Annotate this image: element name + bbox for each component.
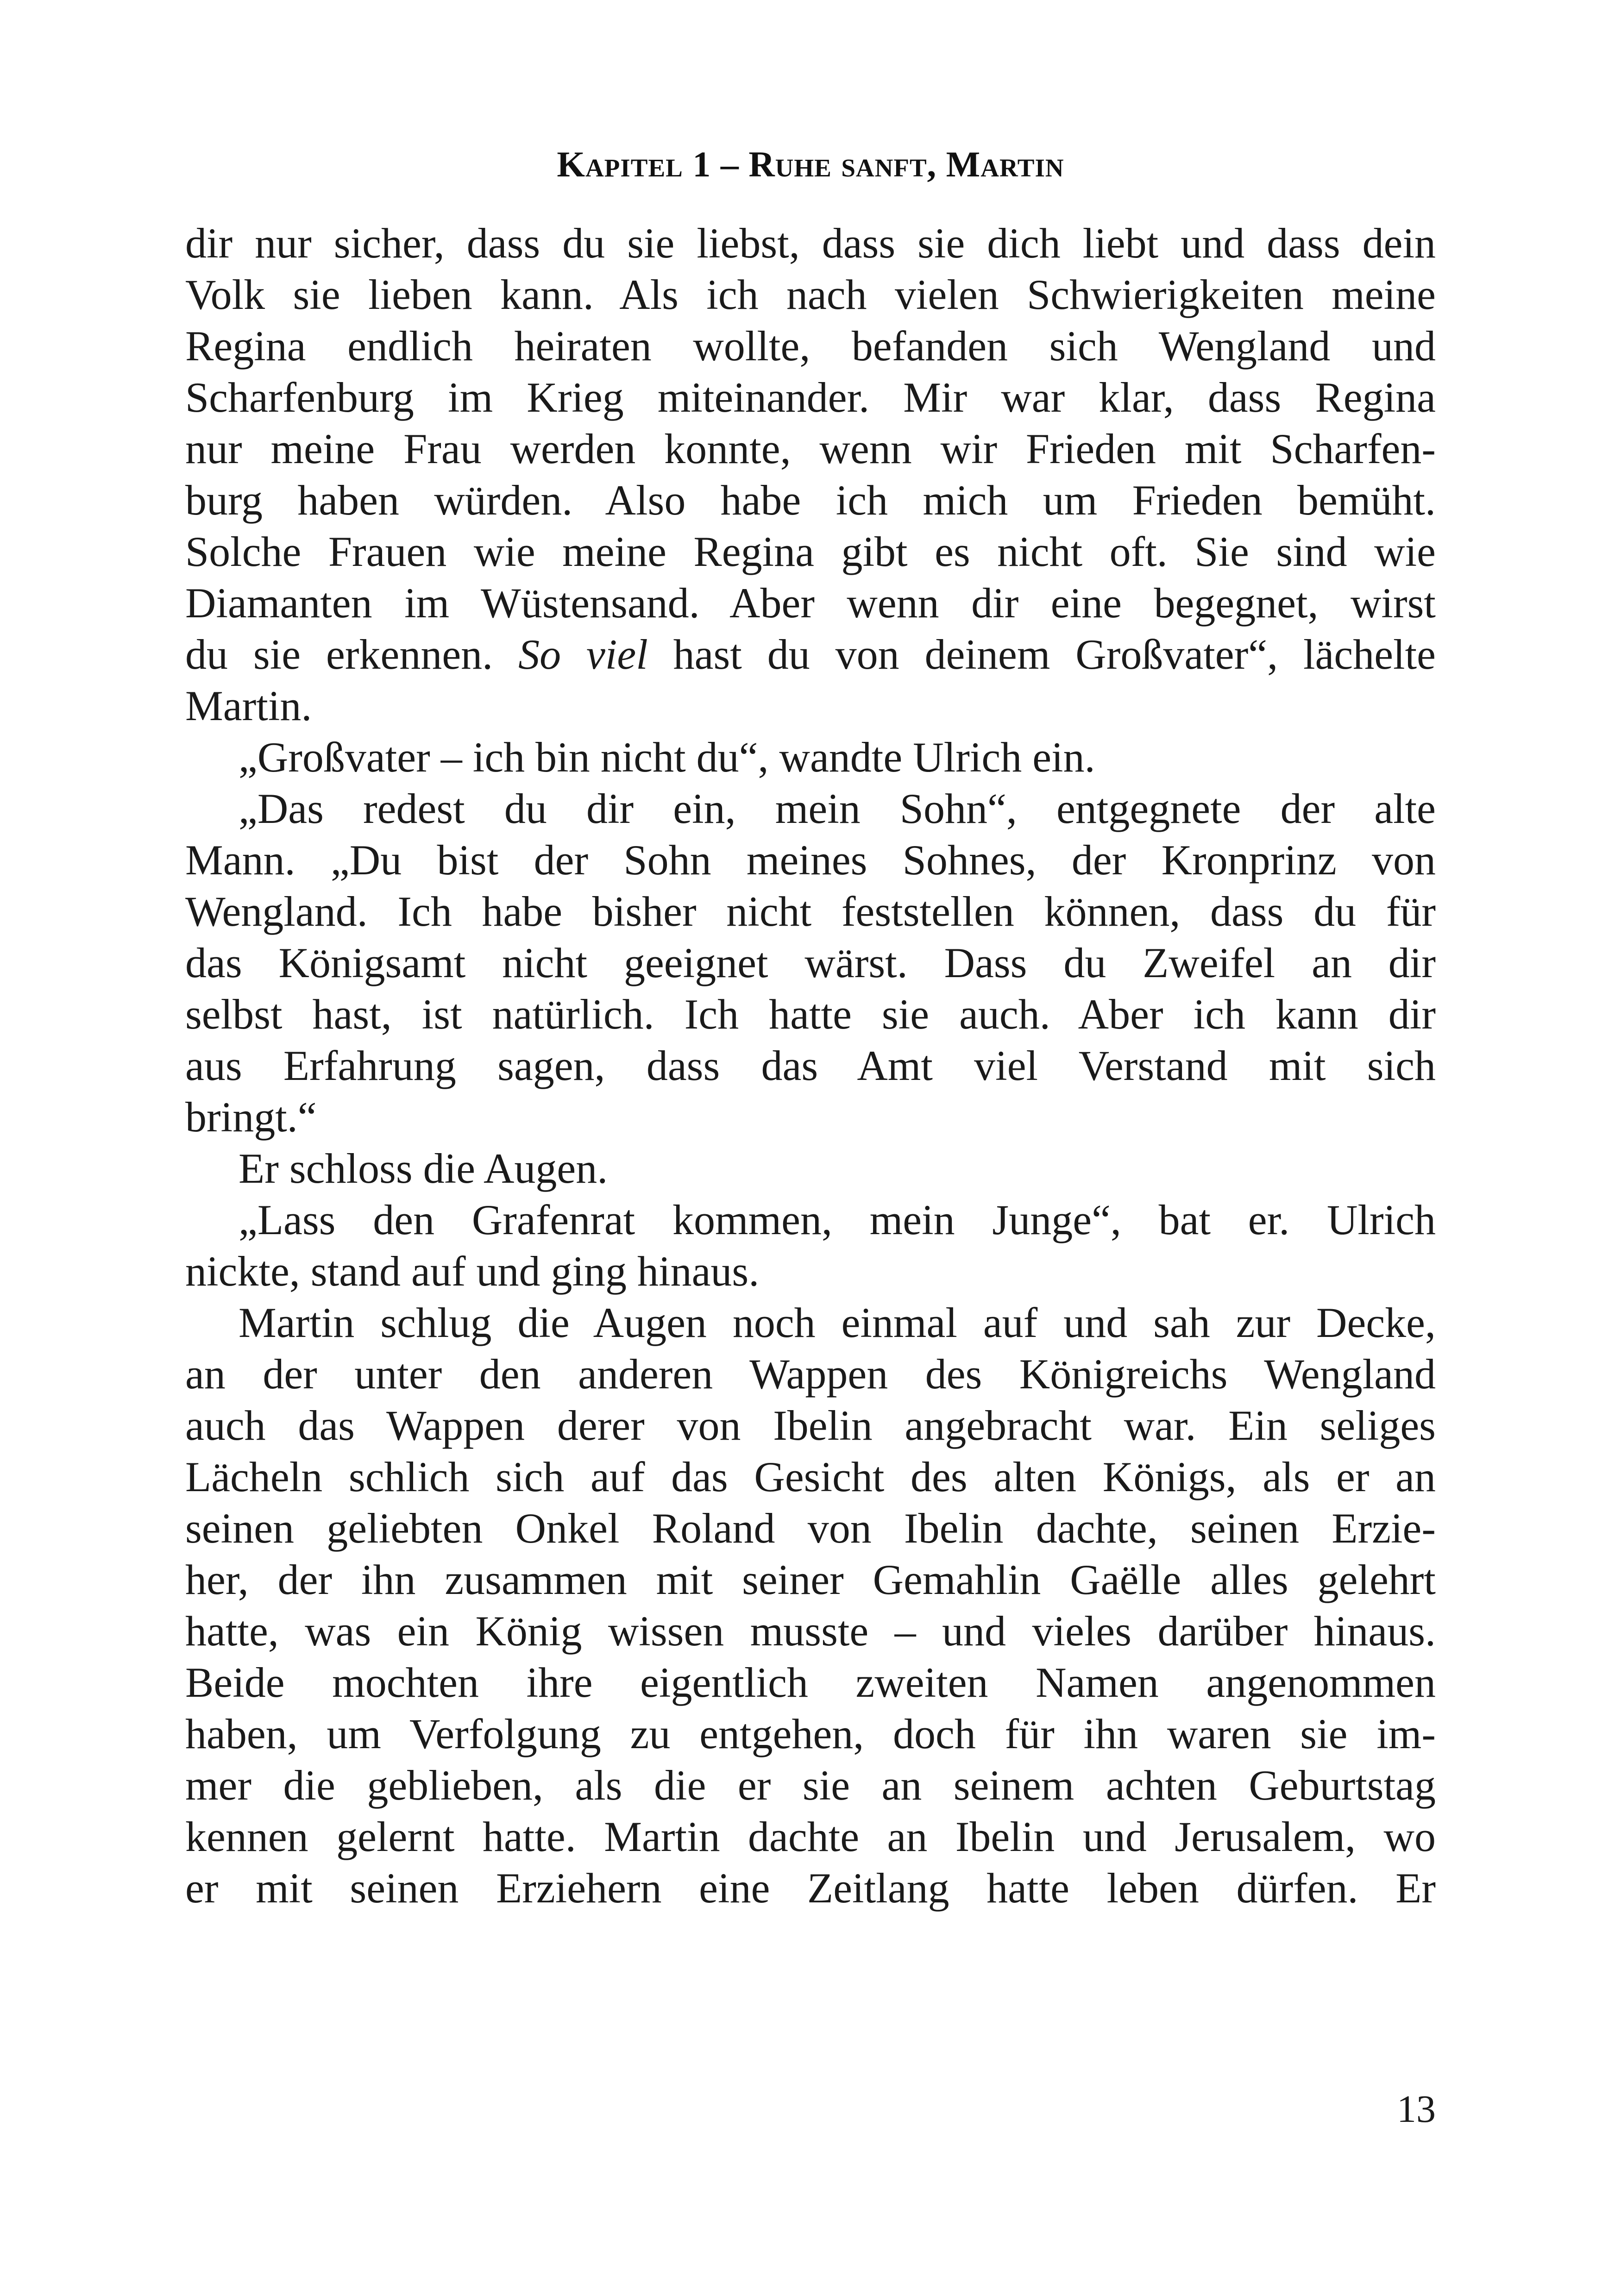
- text-line: [185, 629, 1436, 680]
- text-line: Diamanten im Wüstensand. Aber wenn dir eine begegnet, wirst: [185, 579, 1436, 627]
- text-line: hatte, was ein König wissen musste – und vieles darüber hinaus.: [185, 1607, 1436, 1655]
- text-line: Martin schlug die Augen noch einmal auf und sah zur Decke,: [239, 1299, 1436, 1346]
- text-line: kennen gelernt hatte. Martin dachte an Ibelin und Jerusalem, wo: [185, 1813, 1436, 1860]
- text-line: Regina endlich heiraten wollte, befanden sich Wengland und: [185, 322, 1436, 370]
- text-line: nickte, stand auf und ging hinaus.: [185, 1248, 760, 1295]
- text-line: „Das redest du dir ein, mein Sohn“, entgegnete der alte: [239, 785, 1436, 832]
- text-line: burg haben würden. Also habe ich mich um Frieden bemüht.: [185, 477, 1436, 524]
- text-line: er mit seinen Erziehern eine Zeitlang hatte leben dürfen. Er: [185, 1864, 1436, 1912]
- text-line: bringt.“: [185, 1093, 317, 1141]
- text-line: selbst hast, ist natürlich. Ich hatte sie auch. Aber ich kann dir: [185, 991, 1436, 1038]
- text-line: „Lass den Grafenrat kommen, mein Junge“, bat er. Ulrich: [239, 1196, 1436, 1243]
- running-head: Kapitel 1 – Ruhe sanft, Martin: [557, 144, 1064, 184]
- text-line: Mann. „Du bist der Sohn meines Sohnes, der Kronprinz von: [185, 836, 1436, 884]
- text-line: aus Erfahrung sagen, dass das Amt viel Verstand mit sich: [185, 1042, 1436, 1089]
- italic-phrase: So viel: [518, 631, 648, 678]
- text-line: Martin.: [185, 682, 312, 729]
- text-line: haben, um Verfolgung zu entgehen, doch für ihn waren sie im-: [185, 1710, 1436, 1757]
- text-segment: du sie erkennen.: [185, 631, 519, 678]
- text-line: seinen geliebten Onkel Roland von Ibelin dachte, seinen Erzie-: [185, 1505, 1436, 1552]
- text-line: „Großvater – ich bin nicht du“, wandte Ulrich ein.: [239, 734, 1095, 781]
- text-segment: hast du von deinem Großvater“, lächelte: [647, 631, 1436, 678]
- body-text: [185, 218, 1436, 1914]
- text-line: Lächeln schlich sich auf das Gesicht des alten Königs, als er an: [185, 1453, 1436, 1500]
- text-line: auch das Wappen derer von Ibelin angebracht war. Ein seliges: [185, 1402, 1436, 1449]
- page-number: 13: [1397, 2088, 1436, 2131]
- text-line: Beide mochten ihre eigentlich zweiten Namen angenommen: [185, 1659, 1436, 1706]
- text-line: Volk sie lieben kann. Als ich nach vielen Schwierigkeiten meine: [185, 271, 1436, 318]
- text-line: an der unter den anderen Wappen des Königreichs Wengland: [185, 1350, 1436, 1398]
- text-line: dir nur sicher, dass du sie liebst, dass sie dich liebt und dass dein: [185, 220, 1436, 267]
- text-line: Scharfenburg im Krieg miteinander. Mir war klar, dass Regina: [185, 374, 1436, 421]
- text-line: Solche Frauen wie meine Regina gibt es nicht oft. Sie sind wie: [185, 528, 1436, 575]
- text-line: nur meine Frau werden konnte, wenn wir Frieden mit Scharfen-: [185, 425, 1436, 472]
- text-line: das Königsamt nicht geeignet wärst. Dass du Zweifel an dir: [185, 939, 1436, 986]
- text-line: Wengland. Ich habe bisher nicht feststellen können, dass du für: [185, 888, 1436, 935]
- text-line: Er schloss die Augen.: [239, 1145, 608, 1192]
- text-line: her, der ihn zusammen mit seiner Gemahlin Gaëlle alles gelehrt: [185, 1556, 1436, 1603]
- text-line: mer die geblieben, als die er sie an seinem achten Geburtstag: [185, 1762, 1436, 1809]
